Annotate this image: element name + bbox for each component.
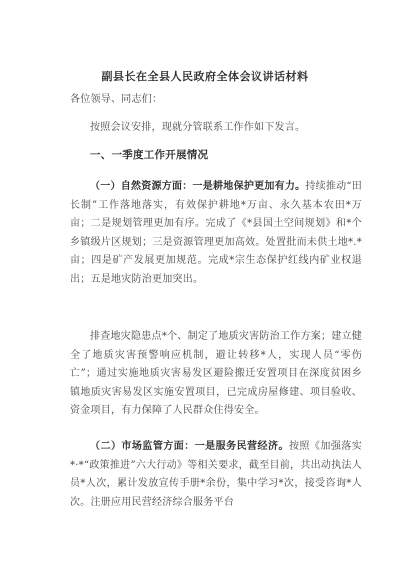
section-heading-1: 一、一季度工作开展情况 xyxy=(90,149,209,161)
paragraph-market-supervision xyxy=(70,438,362,512)
paragraph-lead-natural-resources: （一）自然资源方面：一是耕地保护更加有力。 xyxy=(90,181,306,192)
opening-paragraph: 按照会议安排，现就分管联系工作作如下发言。 xyxy=(90,122,306,133)
paragraph-body-market-supervision: 按照《加强落实*·*“政策推进”六大行动》等相关要求，截至目前，共出动执法人员*人次，累计发放宣传手册*余份，集中学习*次，接受咨询*人次。注册应用民营经济综合服务平台 xyxy=(70,441,363,508)
document-title: 副县长在全县人民政府全体会议讲话材料 xyxy=(101,70,309,83)
paragraph-lead-market-supervision: （二）市场监管方面：一是服务民营经济。 xyxy=(90,441,289,452)
paragraph-body-natural-resources: 持续推动“田长制”工作落地落实，有效保护耕地*万亩、永久基本农田*万亩；二是规划管理更加有序。完成了《*县国土空间规划》和*个乡镇级片区规划；三是资源管理更加高效。处置批而未供土地*.*亩；四是矿产发展更加规范。完成*宗生态保护红线内矿业权退出；五是地灾防治更加突出。 xyxy=(70,181,362,285)
paragraph-natural-resources xyxy=(70,178,362,290)
paragraph-geo-hazards: 排查地灾隐患点*个、制定了地质灾害防治工作方案；建立健全了地质灾害预警响应机制，避让转移*人，实现人员“零伤亡”；通过实施地质灾害易发区避险搬迁安置项目在深度贫困乡镇地质灾害易发区实施安置项目，已完成房屋修建、项目验收、资金项目，有力保障了人民群众住得安全。 xyxy=(70,331,362,417)
salutation: 各位领导、同志们： xyxy=(70,94,163,105)
